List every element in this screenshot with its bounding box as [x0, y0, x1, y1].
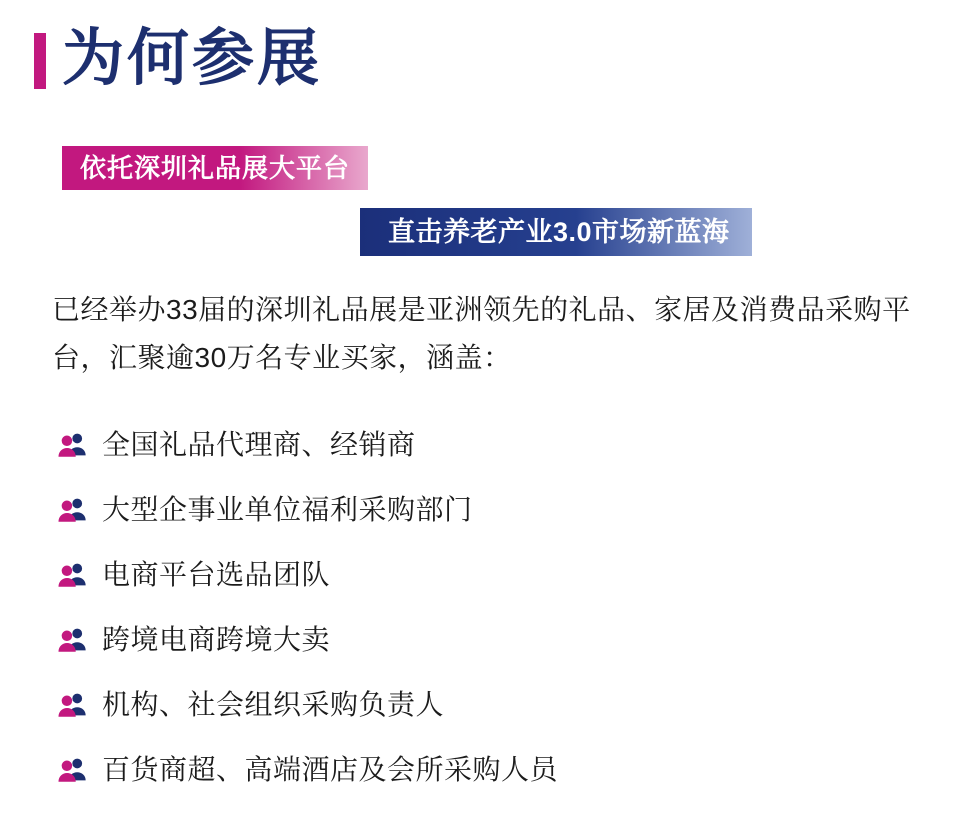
people-icon [58, 560, 88, 590]
audience-item-label: 跨境电商跨境大卖 [102, 623, 331, 655]
intro-paragraph-block [52, 286, 932, 382]
people-icon [58, 625, 88, 655]
audience-item-label: 全国礼品代理商、经销商 [102, 428, 416, 460]
audience-list [52, 412, 932, 802]
list-item [52, 542, 932, 607]
list-item [52, 607, 932, 672]
audience-item-label: 百货商超、高端酒店及会所采购人员 [102, 753, 559, 785]
banner-blue-label: 直击养老产业3.0市场新蓝海 [388, 216, 730, 247]
banner-pink-label: 依托深圳礼品展大平台 [80, 153, 351, 183]
audience-item-label: 电商平台选品团队 [102, 558, 331, 590]
list-item [52, 737, 932, 802]
page-title-row [0, 0, 960, 96]
banner-blue [360, 208, 752, 256]
people-icon [58, 755, 88, 785]
audience-item-label: 大型企事业单位福利采购部门 [102, 493, 473, 525]
banner-pink [62, 146, 368, 190]
intro-paragraph: 已经举办33届的深圳礼品展是亚洲领先的礼品、家居及消费品采购平台，汇聚逾30万名专业买家，涵盖： [52, 294, 911, 374]
list-item [52, 477, 932, 542]
page-title: 为何参展 [62, 24, 323, 93]
list-item [52, 672, 932, 737]
list-item [52, 412, 932, 477]
title-accent-bar [34, 33, 46, 89]
people-icon [58, 690, 88, 720]
people-icon [58, 495, 88, 525]
audience-item-label: 机构、社会组织采购负责人 [102, 688, 445, 720]
people-icon [58, 430, 88, 460]
